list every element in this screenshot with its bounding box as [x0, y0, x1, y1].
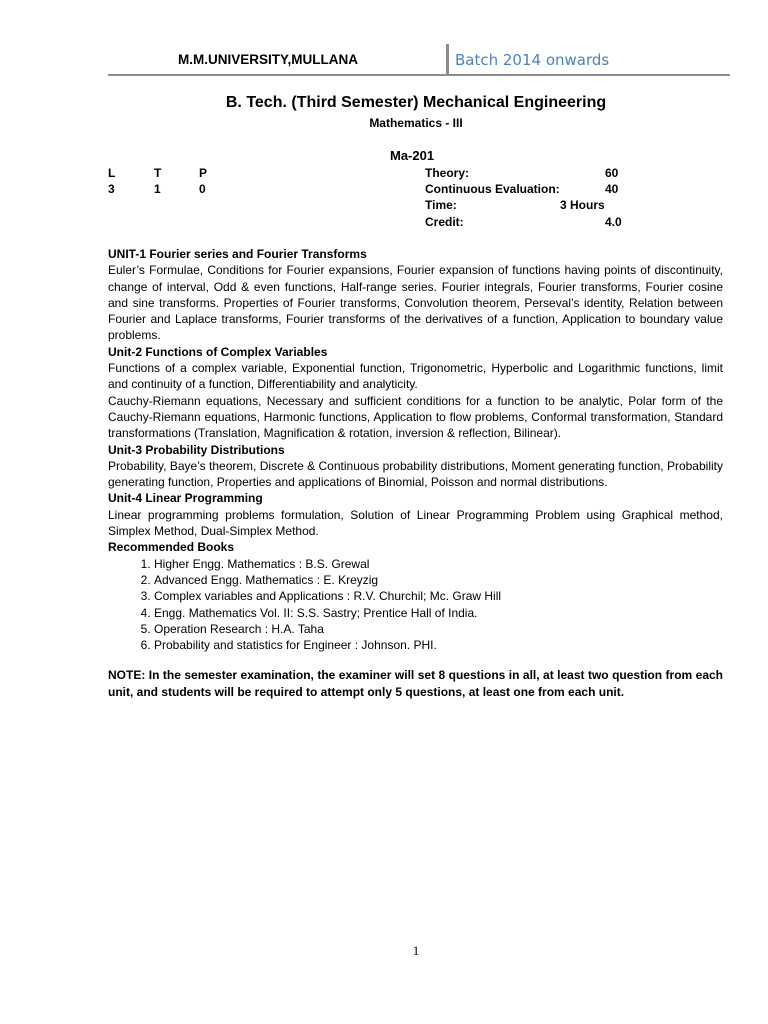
ltp-header-t: T: [154, 166, 162, 180]
book-item: 1. Higher Engg. Mathematics : B.S. Grewal: [154, 556, 723, 572]
unit-3-text: Probability, Baye’s theorem, Discrete & Continuous probability distributions, Moment generating function, Probability generating function, Properties and applications of Binomial, Poisson and normal distributions.: [108, 458, 723, 490]
page-number: 1: [412, 943, 420, 958]
batch-label: Batch 2014 onwards: [455, 51, 610, 69]
credit-label: Credit:: [425, 215, 464, 229]
unit-1-heading: UNIT-1 Fourier series and Fourier Transforms: [108, 247, 367, 261]
ltp-value-l: 3: [108, 182, 115, 196]
ltp-value-p: 0: [199, 182, 206, 196]
unit-4-text: Linear programming problems formulation, Solution of Linear Programming Problem using Graphical method, Simplex Method, Dual-Simplex Method.: [108, 507, 723, 539]
unit-4-heading: Unit-4 Linear Programming: [108, 491, 263, 506]
header-rule: [108, 74, 730, 76]
theory-label: Theory:: [425, 166, 470, 180]
ltp-header-l: L: [108, 166, 116, 180]
theory-value: 60: [605, 166, 619, 180]
time-value: 3 Hours: [560, 198, 605, 212]
unit-2-heading: Unit-2 Functions of Complex Variables: [108, 344, 328, 359]
credit-value: 4.0: [605, 215, 622, 229]
book-item: 3. Complex variables and Applications : R.V. Churchil; Mc. Graw Hill: [154, 588, 723, 604]
ltp-value-t: 1: [154, 182, 161, 196]
ltp-header-p: P: [199, 166, 208, 180]
books-list: [108, 556, 723, 654]
book-item: 2. Advanced Engg. Mathematics : E. Kreyzig: [154, 572, 723, 588]
course-code: Ma-201: [390, 148, 435, 163]
subject-title: Mathematics - III: [369, 116, 463, 130]
book-item: 4. Engg. Mathematics Vol. II: S.S. Sastry; Prentice Hall of India.: [154, 605, 723, 621]
books-heading: Recommended Books: [108, 540, 235, 555]
syllabus-body: [108, 246, 723, 701]
exam-note: NOTE: In the semester examination, the examiner will set 8 questions in all, at least two question from each unit, and students will be required to attempt only 5 questions, at least one from each unit.: [108, 668, 723, 700]
unit-2-text-2: Cauchy-Riemann equations, Necessary and sufficient conditions for a function to be analytic, Polar form of the Cauchy-Riemann equations, Harmonic functions, Application to flow problems, Conformal transformation, Standard transformations (Translation, Magnification & rotation, inversion & reflection, Bilinear).: [108, 393, 723, 441]
ce-value: 40: [605, 182, 619, 196]
book-item: 5. Operation Research : H.A. Taha: [154, 621, 723, 637]
unit-2-text-1: Functions of a complex variable, Exponential function, Trigonometric, Hyperbolic and Logarithmic functions, limit and continuity of a function, Differentiability and analyticity.: [108, 361, 723, 392]
university-name: M.M.UNIVERSITY,MULLANA: [178, 52, 358, 67]
header-separator: [446, 44, 449, 75]
page-title: B. Tech. (Third Semester) Mechanical Engineering: [225, 94, 607, 111]
ce-label: Continuous Evaluation:: [425, 182, 560, 196]
unit-3-heading: Unit-3 Probability Distributions: [108, 442, 285, 457]
unit-1-text: Euler’s Formulae, Conditions for Fourier expansions, Fourier expansion of functions having points of discontinuity, change of interval, Odd & even functions, Half-range series. Fourier integrals, Fourier transforms, Fourier cosine and sine transforms. Properties of Fourier transforms, Convolution theorem, Perseval’s identity, Relation between Fourier and Laplace transforms, Fourier transforms of the derivatives of a function, Application to boundary value problems.: [108, 263, 723, 343]
book-item: 6. Probability and statistics for Engineer : Johnson. PHI.: [154, 637, 723, 653]
time-label: Time:: [425, 198, 457, 212]
